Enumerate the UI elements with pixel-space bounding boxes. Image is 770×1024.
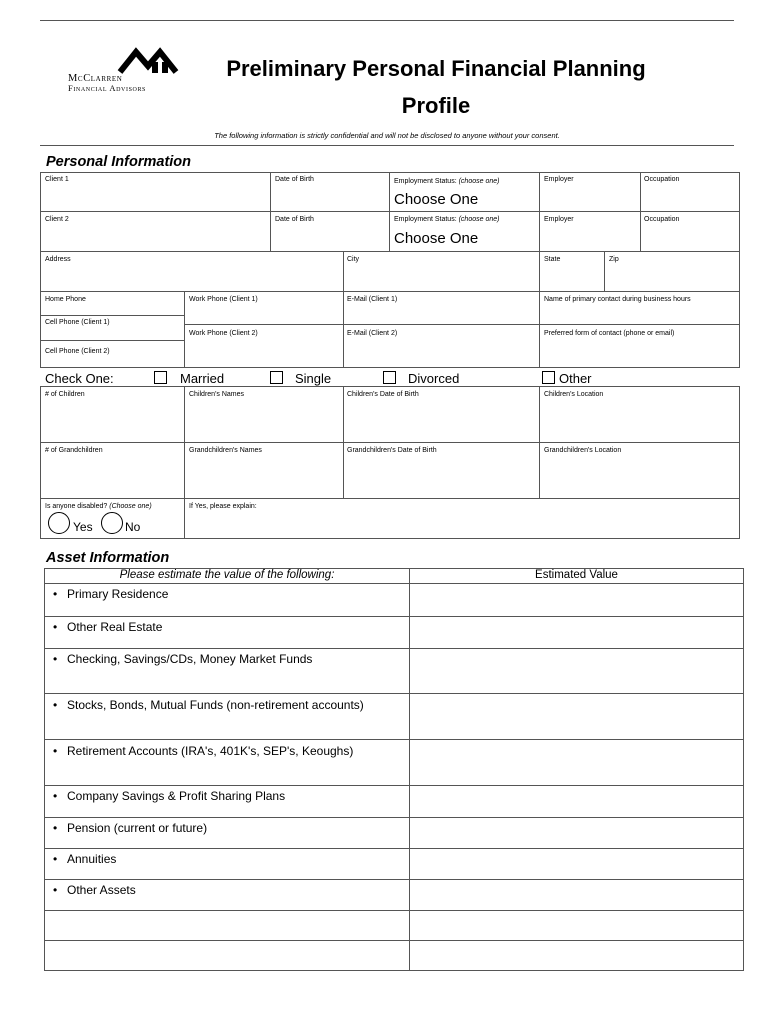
asset-value-field[interactable] xyxy=(410,584,744,617)
occupation-label: Occupation xyxy=(644,216,680,223)
employment-status-value: Choose One xyxy=(394,191,479,208)
table-row xyxy=(45,911,744,941)
employer-label: Employer xyxy=(544,176,574,183)
cell-phone1-label: Cell Phone (Client 1) xyxy=(45,319,110,326)
yes-radio[interactable] xyxy=(48,512,70,534)
children-location-label: Children's Location xyxy=(544,391,604,398)
asset-value-field[interactable] xyxy=(410,911,744,941)
title-line1: Preliminary Personal Financial Planning xyxy=(226,56,646,81)
table-row xyxy=(45,740,744,786)
employer-label: Employer xyxy=(544,216,574,223)
client2-occupation-field[interactable] xyxy=(640,211,740,252)
children-names-field[interactable] xyxy=(184,386,344,443)
asset-value-field[interactable] xyxy=(410,694,744,740)
state-label: State xyxy=(544,256,561,263)
client1-field[interactable] xyxy=(40,172,271,212)
asset-col-header: Please estimate the value of the following: xyxy=(45,569,410,584)
asset-label-blank[interactable] xyxy=(45,941,410,971)
dob-label: Date of Birth xyxy=(275,216,314,223)
asset-value-field[interactable] xyxy=(410,740,744,786)
asset-value-field[interactable] xyxy=(410,849,744,880)
table-row xyxy=(45,584,744,617)
client1-dob-field[interactable] xyxy=(270,172,390,212)
single-checkbox[interactable] xyxy=(270,371,283,384)
email2-label: E-Mail (Client 2) xyxy=(347,330,398,337)
home-phone-field[interactable] xyxy=(40,291,185,316)
single-label: Single xyxy=(295,371,332,386)
no-label: No xyxy=(125,520,141,534)
confidentiality-note: The following information is strictly confidential and will not be disclosed to anyone without your consent. xyxy=(214,131,560,140)
asset-value-field[interactable] xyxy=(410,818,744,849)
employment-status-label: Employment Status: (choose one) xyxy=(394,216,500,223)
top-rule xyxy=(40,20,734,21)
grandchildren-names-field[interactable] xyxy=(184,442,344,499)
page-title xyxy=(186,50,686,124)
table-row xyxy=(45,786,744,818)
divorced-checkbox[interactable] xyxy=(383,371,396,384)
occupation-label: Occupation xyxy=(644,176,680,183)
grandchildren-names-label: Grandchildren's Names xyxy=(189,447,262,454)
client2-label: Client 2 xyxy=(45,216,69,223)
grandchildren-location-label: Grandchildren's Location xyxy=(544,447,622,454)
client1-label: Client 1 xyxy=(45,176,69,183)
asset-info-title: Asset Information xyxy=(46,550,170,566)
client2-employment-select[interactable] xyxy=(389,211,540,252)
asset-label: • Other Assets xyxy=(45,880,410,911)
logo-line2: Financial Advisors xyxy=(68,83,146,93)
zip-field[interactable] xyxy=(604,251,740,292)
logo-line1: McClarren xyxy=(68,73,123,84)
married-label: Married xyxy=(180,371,225,386)
primary-contact-label: Name of primary contact during business hours xyxy=(544,296,691,303)
zip-label: Zip xyxy=(609,256,619,263)
client2-employer-field[interactable] xyxy=(539,211,641,252)
asset-value-field[interactable] xyxy=(410,941,744,971)
asset-value-field[interactable] xyxy=(410,786,744,818)
cell-phone2-label: Cell Phone (Client 2) xyxy=(45,348,110,355)
preferred-contact-field[interactable] xyxy=(539,324,740,368)
work-phone1-label: Work Phone (Client 1) xyxy=(189,296,258,303)
disabled-label: Is anyone disabled? (Choose one) xyxy=(45,503,152,510)
asset-label-blank[interactable] xyxy=(45,911,410,941)
cell-phone1-field[interactable] xyxy=(40,315,185,341)
primary-contact-field[interactable] xyxy=(539,291,740,325)
asset-label: • Annuities xyxy=(45,849,410,880)
value-col-header: Estimated Value xyxy=(410,569,744,584)
table-row xyxy=(45,849,744,880)
asset-table xyxy=(44,568,744,971)
client1-occupation-field[interactable] xyxy=(640,172,740,212)
yes-label: Yes xyxy=(73,520,93,534)
address-label: Address xyxy=(45,256,71,263)
asset-label: • Primary Residence xyxy=(45,584,410,617)
client1-employment-select[interactable] xyxy=(389,172,540,212)
grandchildren-location-field[interactable] xyxy=(539,442,740,499)
asset-label: • Checking, Savings/CDs, Money Market Funds xyxy=(45,649,410,694)
check-one-label: Check One: xyxy=(45,371,114,386)
dob-label: Date of Birth xyxy=(275,176,314,183)
table-row xyxy=(45,617,744,649)
header-bottom-rule xyxy=(40,145,734,146)
asset-value-field[interactable] xyxy=(410,617,744,649)
other-label: Other xyxy=(559,371,592,386)
home-phone-label: Home Phone xyxy=(45,296,86,303)
children-location-field[interactable] xyxy=(539,386,740,443)
work-phone2-field[interactable] xyxy=(184,324,344,368)
email2-field[interactable] xyxy=(343,324,540,368)
table-row xyxy=(45,818,744,849)
title-line2: Profile xyxy=(401,93,471,118)
asset-value-field[interactable] xyxy=(410,880,744,911)
city-label: City xyxy=(347,256,360,263)
explain-label: If Yes, please explain: xyxy=(189,503,257,510)
cell-phone2-field[interactable] xyxy=(40,340,185,368)
disability-explain-field[interactable] xyxy=(184,498,740,539)
num-grandchildren-field[interactable] xyxy=(40,442,185,499)
no-radio[interactable] xyxy=(101,512,123,534)
client2-field[interactable] xyxy=(40,211,271,252)
table-row xyxy=(45,649,744,694)
client1-employer-field[interactable] xyxy=(539,172,641,212)
company-logo xyxy=(64,46,184,92)
married-checkbox[interactable] xyxy=(154,371,167,384)
email1-label: E-Mail (Client 1) xyxy=(347,296,398,303)
email1-field[interactable] xyxy=(343,291,540,325)
asset-label: • Retirement Accounts (IRA's, 401K's, SEP's, Keoughs) xyxy=(45,740,410,786)
table-row xyxy=(45,880,744,911)
asset-label: • Company Savings & Profit Sharing Plans xyxy=(45,786,410,818)
asset-label: • Stocks, Bonds, Mutual Funds (non-retirement accounts) xyxy=(45,694,410,740)
employment-status-value: Choose One xyxy=(394,230,479,247)
other-checkbox[interactable] xyxy=(542,371,555,384)
personal-info-title: Personal Information xyxy=(46,154,192,170)
grandchildren-dob-field[interactable] xyxy=(343,442,540,499)
employment-status-label: Employment Status: (choose one) xyxy=(394,178,500,185)
work-phone2-label: Work Phone (Client 2) xyxy=(189,330,258,337)
num-children-label: # of Children xyxy=(45,391,85,398)
city-field[interactable] xyxy=(343,251,540,292)
asset-value-field[interactable] xyxy=(410,649,744,694)
children-dob-field[interactable] xyxy=(343,386,540,443)
grandchildren-dob-label: Grandchildren's Date of Birth xyxy=(347,447,437,454)
table-row xyxy=(45,694,744,740)
num-grandchildren-label: # of Grandchildren xyxy=(45,447,103,454)
address-field[interactable] xyxy=(40,251,344,292)
preferred-contact-label: Preferred form of contact (phone or email) xyxy=(544,330,675,337)
asset-label: • Other Real Estate xyxy=(45,617,410,649)
children-names-label: Children's Names xyxy=(189,391,245,398)
divorced-label: Divorced xyxy=(408,371,460,386)
house-roof-icon xyxy=(116,46,180,74)
client2-dob-field[interactable] xyxy=(270,211,390,252)
state-field[interactable] xyxy=(539,251,605,292)
asset-table-header xyxy=(45,569,744,584)
asset-label: • Pension (current or future) xyxy=(45,818,410,849)
table-row xyxy=(45,941,744,971)
children-dob-label: Children's Date of Birth xyxy=(347,391,419,398)
num-children-field[interactable] xyxy=(40,386,185,443)
work-phone1-field[interactable] xyxy=(184,291,344,325)
